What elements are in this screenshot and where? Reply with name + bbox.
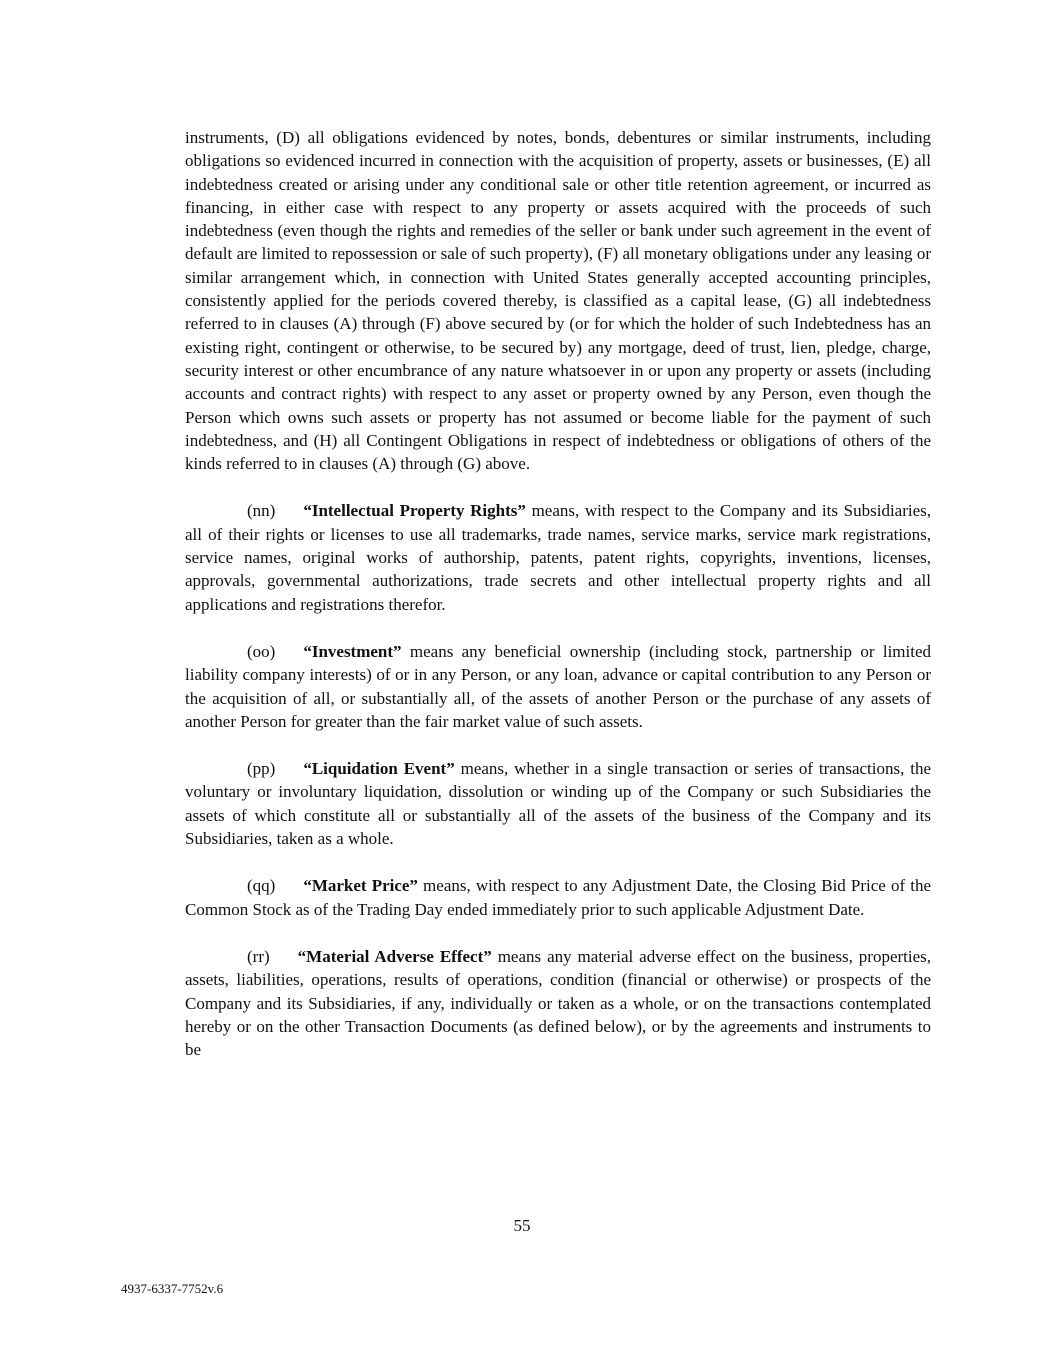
page-content [185,126,931,1085]
defined-term: “Liquidation Event” [303,759,455,779]
defined-term: “Investment” [303,641,402,661]
paragraph-indebtedness-continuation [185,126,931,475]
definition-paragraph-oo [185,640,931,733]
definition-paragraph-nn [185,499,931,615]
definition-paragraph-qq [185,874,931,921]
clause-label: (oo) [247,641,276,661]
defined-term: “Material Adverse Effect” [297,946,492,966]
definition-text: means, with respect to any Adjustment Date, the Closing Bid Price of the Common Stock as of the Trading Day ended immediately prior to such applicable Adjustment Date. [185,876,931,919]
definition-paragraph-rr [185,945,931,1061]
document-control-number: 4937-6337-7752v.6 [121,1281,224,1296]
clause-label: (qq) [247,876,276,896]
definition-text: means, with respect to the Company and its Subsidiaries, all of their rights or licenses to use all trademarks, trade names, service marks, service mark registrations, service names, original works of authorship, patents, patent rights, copyrights, inventions, licenses, approvals, governmental authorizations, trade secrets and other intellectual property rights and all applications and registrations therefor. [185,501,932,614]
clause-label: (pp) [247,759,276,779]
definition-text: means, whether in a single transaction or series of transactions, the voluntary or involuntary liquidation, dissolution or winding up of the Company or such Subsidiaries the assets of which constitute all or substantially all of the assets of the business of the Company and its Subsidiaries, taken as a whole. [185,759,932,849]
page-number: 55 [513,1216,531,1235]
defined-term: “Intellectual Property Rights” [303,501,526,521]
definition-text: means any beneficial ownership (including stock, partnership or limited liability company interests) of or in any Person, or any loan, advance or capital contribution to any Person or the acquisition of all, or substantially all, of the assets of another Person or the purchase of any assets of another Person for greater than the fair market value of such assets. [185,641,932,731]
definition-text: means any material adverse effect on the business, properties, assets, liabilities, operations, results of operations, condition (financial or otherwise) or prospects of the Company and its Subsidiaries, if any, individually or taken as a whole, or on the transactions contemplated hereby or on the other Transaction Documents (as defined below), or by the agreements and instruments to be [185,946,932,1060]
clause-label: (nn) [247,501,276,521]
clause-label: (rr) [247,946,270,966]
defined-term: “Market Price” [303,876,418,896]
paragraph-text: instruments, (D) all obligations evidenced by notes, bonds, debentures or similar instruments, including obligations so evidenced incurred in connection with the acquisition of property, assets or businesses, (E) all indebtedness created or arising under any conditional sale or other title retention agreement, or incurred as financing, in either case with respect to any property or assets acquired with the proceeds of such indebtedness (even though the rights and remedies of the seller or bank under such agreement in the event of default are limited to repossession or sale of such property), (F) all monetary obligations under any leasing or similar arrangement which, in connection with United States generally accepted accounting principles, consistently applied for the periods covered thereby, is classified as a capital lease, (G) all indebtedness referred to in clauses (A) through (F) above secured by (or for which the holder of such Indebtedness has an existing right, contingent or otherwise, to be secured by) any mortgage, deed of trust, lien, pledge, charge, security interest or other encumbrance of any nature whatsoever in or upon any property or assets (including accounts and contract rights) with respect to any asset or property owned by any Person, even though the Person which owns such assets or property has not assumed or become liable for the payment of such indebtedness, and (H) all Contingent Obligations in respect of indebtedness or obligations of others of the kinds referred to in clauses (A) through (G) above. [185,128,931,474]
definition-paragraph-pp [185,757,931,850]
